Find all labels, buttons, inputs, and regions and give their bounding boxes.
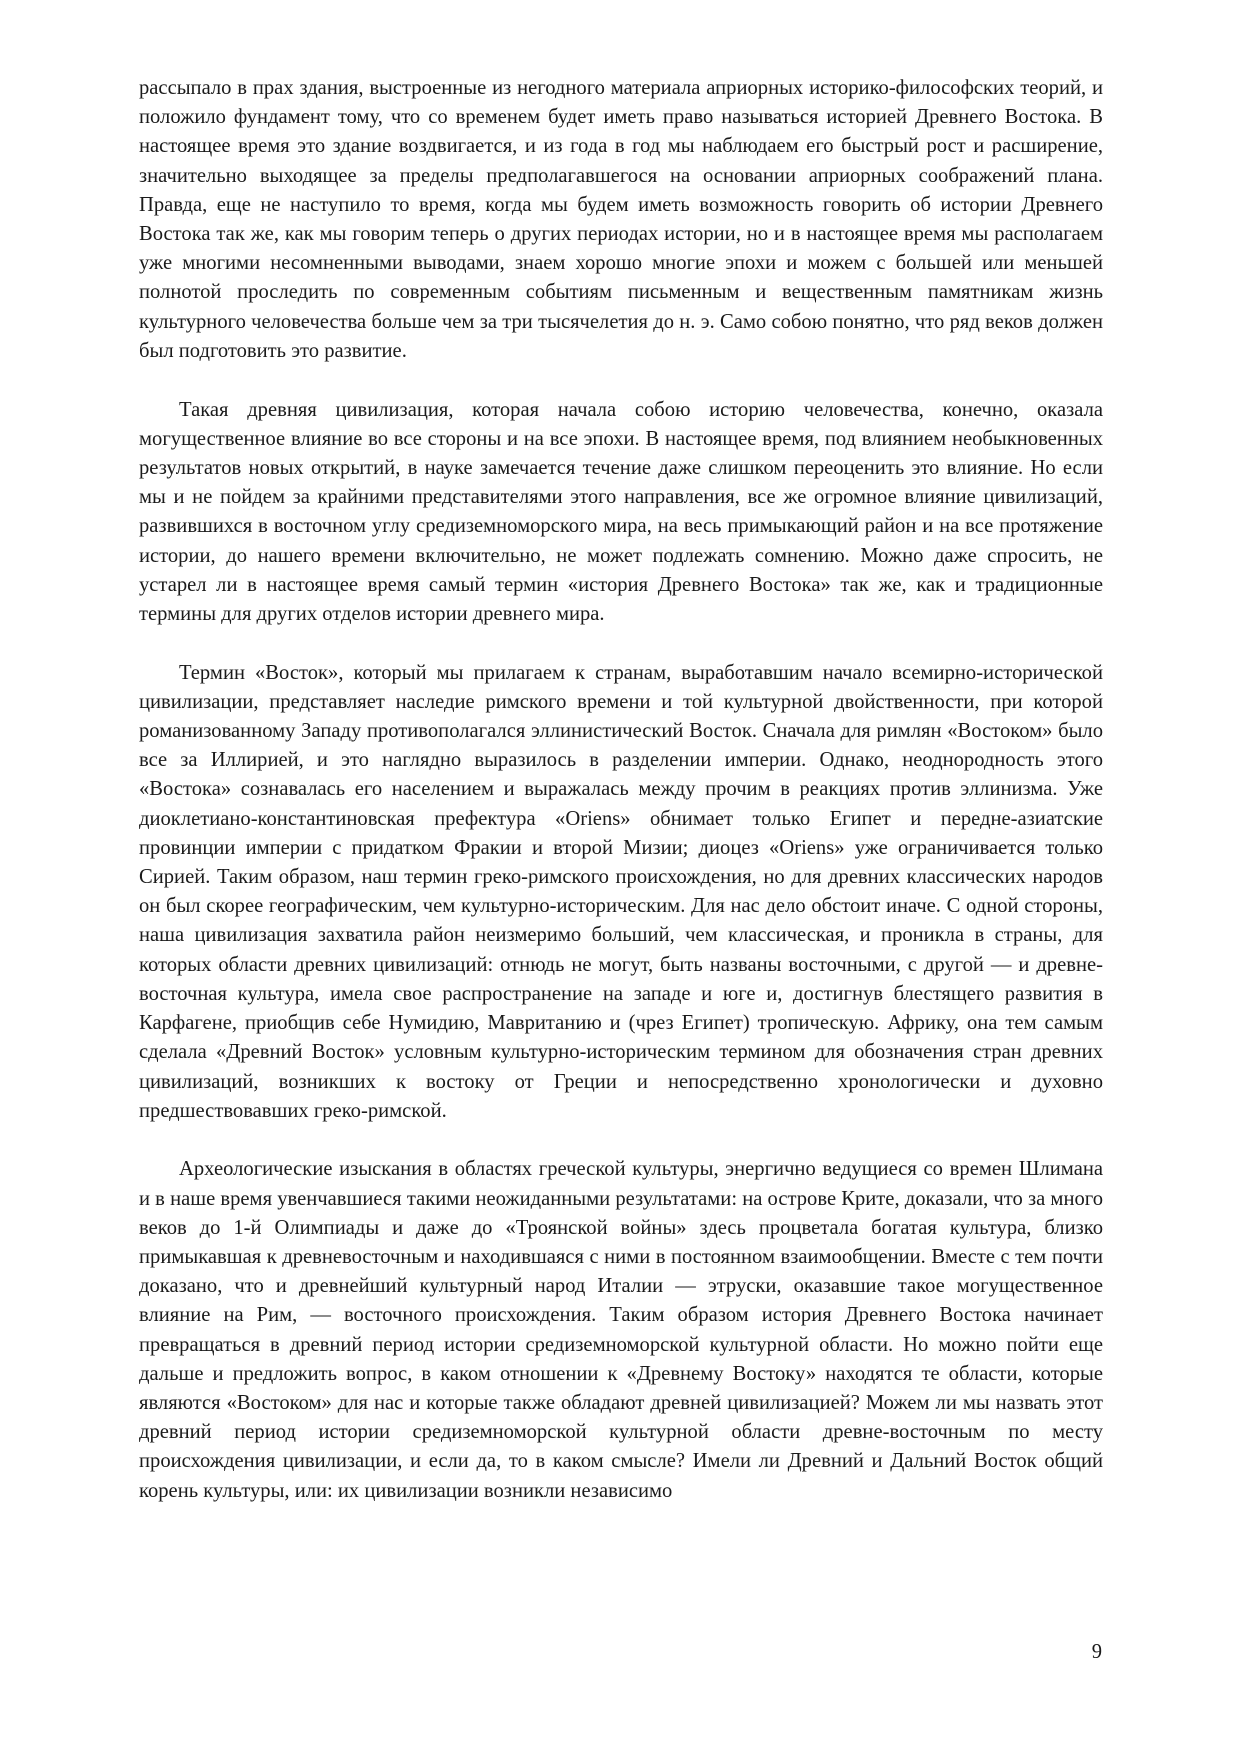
paragraph-4: Археологические изыскания в областях греческой культуры, энергично ведущиеся со времен Шлимана и в наше время увенчавшиеся такими неожиданными результатами: на острове Крите, доказали, что за много веков до 1-й Олимпиады и даже до «Троянской войны» здесь процветала богатая культура, близко примыкавшая к древневосточным и находившаяся с ними в постоянном взаимообщении. Вместе с тем почти доказано, что и древнейший культурный народ Италии — этруски, оказавшие такое могущественное влияние на Рим, — восточного происхождения. Таким образом история Древнего Востока начинает превращаться в древний период истории средиземноморской культурной области. Но можно пойти еще дальше и предложить вопрос, в каком отношении к «Древнему Востоку» находятся те области, которые являются «Востоком» для нас и которые также обладают древней цивилизацией? Можем ли мы назвать этот древний период истории средиземноморской культурной области древне-восточным по месту происхождения цивилизации, и если да, то в каком смысле? Имели ли Древний и Дальний Восток общий корень культуры, или: их цивилизации возникли независимо: [139, 1158, 1103, 1502]
paragraph-3: Термин «Восток», который мы прилагаем к странам, выработавшим начало всемирно-исторической цивилизации, представляет наследие римского времени и той культурной двойственности, при которой романизованному Западу противополагался эллинистический Восток. Сначала для римлян «Востоком» было все за Иллирией, и это наглядно выразилось в разделении империи. Однако, неоднородность этого «Востока» сознавалась его населением и выражалась между прочим в реакциях против эллинизма. Уже диоклетиано-константиновская префектура «Oriens» обнимает только Египет и передне-азиатские провинции империи с придатком Фракии и второй Мизии; диоцез «Oriens» уже ограничивается только Сирией. Таким образом, наш термин греко-римского происхождения, но для древних классических народов он был скорее географическим, чем культурно-историческим. Для нас дело обстоит иначе. С одной стороны, наша цивилизация захватила район неизмеримо больший, чем классическая, и проникла в страны, для которых области древних цивилизаций: отнюдь не могут, быть названы восточными, с другой — и древне-восточная культура, имела свое распространение на западе и юге и, достигнув блестящего развития в Карфагене, приобщив себе Нумидию, Мавританию и (чрез Египет) тропическую. Африку, она тем самым сделала «Древний Восток» условным культурно-историческим термином для обозначения стран древних цивилизаций, возникших к востоку от Греции и непосредственно хронологически и духовно предшествовавших греко-римской.: [139, 661, 1103, 1122]
paragraph-1: рассыпало в прах здания, выстроенные из негодного материала априорных историко-философских теорий, и положило фундамент тому, что со временем будет иметь право называться историей Древнего Востока. В настоящее время это здание воздвигается, и из года в год мы наблюдаем его быстрый рост и расширение, значительно выходящее за пределы предполагавшегося на основании априорных соображений плана. Правда, еще не наступило то время, когда мы будем иметь возможность говорить об истории Древнего Востока так же, как мы говорим теперь о других периодах истории, но и в настоящее время мы располагаем уже многими несомненными выводами, знаем хорошо многие эпохи и можем с большей или меньшей полнотой проследить по современным событиям письменным и вещественным памятникам жизнь культурного человечества больше чем за три тысячелетия до н. э. Само собою понятно, что ряд веков должен был подготовить это развитие.: [139, 77, 1103, 362]
paragraph-2: Такая древняя цивилизация, которая начала собою историю человечества, конечно, оказала могущественное влияние во все стороны и на все эпохи. В настоящее время, под влиянием необыкновенных результатов новых открытий, в науке замечается течение даже слишком переоценить это влияние. Но если мы и не пойдем за крайними представителями этого направления, все же огромное влияние цивилизаций, развившихся в восточном углу средиземноморского мира, на весь примыкающий район и на все протяжение истории, до нашего времени включительно, не может подлежать сомнению. Можно даже спросить, не устарел ли в настоящее время самый термин «история Древнего Востока» так же, как и традиционные термины для других отделов истории древнего мира.: [139, 398, 1103, 625]
page-number: 9: [1091, 1641, 1102, 1663]
page-body: [139, 74, 1103, 1506]
